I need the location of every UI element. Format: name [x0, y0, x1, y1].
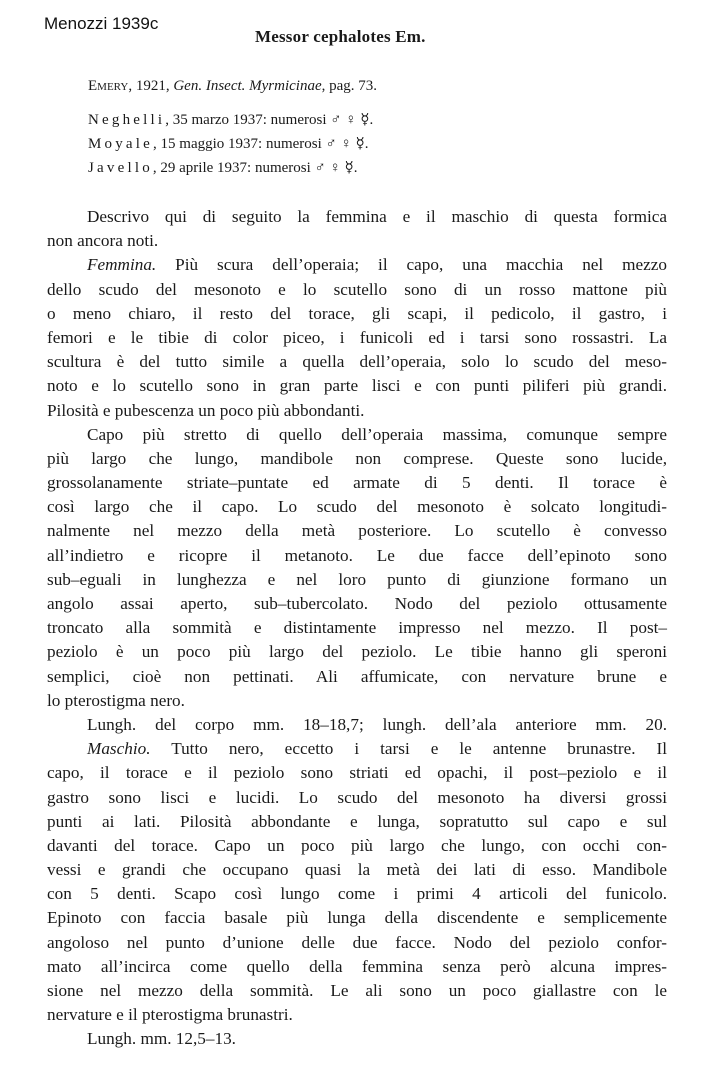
text-line: con 5 denti. Scapo così lungo come i primi 4 articoli del funicolo.: [47, 884, 667, 904]
text-line: femori e le tibie di color piceo, i funicoli ed i tarsi sono rossastri. La: [47, 327, 667, 347]
text-line: semplici, cioè non pettinati. Ali affumicate, con nervature brune e: [47, 666, 667, 686]
citation-post: , pag. 73.: [321, 78, 378, 94]
locality-place: Neghelli: [88, 112, 166, 128]
text-span: Tutto nero, eccetto i tarsi e le antenne brunastre. Il: [150, 739, 667, 759]
locality-text: , 29 aprile 1937: numerosi ♂ ♀ ☿.: [152, 160, 358, 176]
locality-line: [88, 108, 377, 132]
text-line: più largo che lungo, mandibole non comprese. Queste sono lucide,: [47, 448, 667, 468]
locality-place: Javello: [88, 160, 153, 176]
male-heading: Maschio.: [87, 739, 151, 759]
locality-text: , 15 maggio 1937: numerosi ♂ ♀ ☿.: [153, 136, 369, 152]
text-line: troncato alla sommità e distintamente impresso nel mezzo. Il post–: [47, 618, 667, 638]
text-line: all’indietro e ricopre il metanoto. Le due facce dell’epinoto sono: [47, 545, 667, 565]
text-line: Pilosità e pubescenza un poco più abbondanti.: [47, 400, 365, 420]
text-line: vessi e grandi che occupano quasi la metà dei lati di esso. Mandibole: [47, 860, 667, 880]
text-line: grossolanamente striate–puntate ed armate di 5 denti. Il torace è: [47, 473, 667, 493]
text-line: o meno chiaro, il resto del torace, gli scapi, il pedicolo, il gastro, i: [47, 303, 667, 323]
text-line: [47, 737, 667, 761]
text-line: scultura è del tutto simile a quella dell’operaia, solo lo scudo del meso-: [47, 352, 667, 372]
species-title: Messor cephalotes Em.: [255, 27, 426, 46]
text-line: angolo assai aperto, sub–tubercolato. Nodo del peziolo ottusamente: [47, 594, 667, 613]
text-line: Epinoto con faccia basale più lunga della discendente e semplicemente: [47, 908, 667, 928]
locality-text: , 35 marzo 1937: numerosi ♂ ♀ ☿.: [165, 112, 374, 128]
text-line: [47, 253, 667, 277]
text-line: capo, il torace e il peziolo sono striati ed opachi, il post–peziolo e il: [47, 763, 667, 783]
text-line: Descrivo qui di seguito la femmina e il maschio di questa formica: [87, 207, 667, 226]
text-line: Lungh. del corpo mm. 18–18,7; lungh. dell’ala anteriore mm. 20.: [87, 714, 667, 734]
citation-author: Emery: [88, 78, 129, 94]
locality-line: [88, 156, 377, 180]
text-line: noto e lo scutello sono in gran parte lisci e con punti piliferi più grandi.: [47, 376, 667, 396]
text-line: peziolo è un poco più largo del peziolo. Le tibie hanno gli speroni: [47, 642, 667, 662]
citation-line: [88, 74, 377, 98]
text-line: sione nel mezzo della sommità. Le ali sono un poco giallastre con le: [47, 981, 667, 1000]
text-line: nervature e il pterostigma brunastri.: [47, 1005, 293, 1025]
text-line: angoloso nel punto d’unione delle due facce. Nodo del peziolo confor-: [47, 932, 667, 952]
text-line: non ancora noti.: [47, 231, 159, 251]
text-line: sub–eguali in lunghezza e nel loro punto di giunzione formano un: [47, 569, 667, 589]
text-line: così largo che il capo. Lo scudo del mesonoto è solcato longitudi-: [47, 497, 667, 517]
description-body: [47, 205, 667, 1052]
references-block: [88, 74, 377, 180]
text-line: dello scudo del mesonoto e lo scutello sono di un rosso mattone più: [47, 279, 667, 299]
text-line: nalmente nel mezzo della metà posteriore. Lo scutello è convesso: [47, 521, 667, 541]
female-heading: Femmina.: [87, 255, 157, 275]
text-line: davanti del torace. Capo un poco più largo che lungo, con occhi con-: [47, 835, 667, 855]
text-line: lo pterostigma nero.: [47, 690, 185, 710]
locality-place: Moyale: [88, 136, 154, 152]
text-line: punti ai lati. Pilosità abbondante e lunga, sopratutto sul capo e sul: [47, 811, 667, 831]
citation-pre: , 1921,: [128, 78, 174, 94]
text-line: gastro sono lisci e lucidi. Lo scudo del mesonoto ha diversi grossi: [47, 787, 667, 807]
text-line: Lungh. mm. 12,5–13.: [87, 1029, 236, 1049]
text-line: Capo più stretto di quello dell’operaia massima, comunque sempre: [87, 424, 667, 444]
text-span: Più scura dell’operaia; il capo, una macchia nel mezzo: [156, 255, 667, 275]
locality-line: [88, 132, 377, 156]
citation-journal: Gen. Insect. Myrmicinae: [173, 78, 322, 94]
source-annotation: Menozzi 1939c: [44, 14, 159, 33]
text-line: mato all’incirca come quello della femmina senza però alcuna impres-: [47, 956, 667, 976]
